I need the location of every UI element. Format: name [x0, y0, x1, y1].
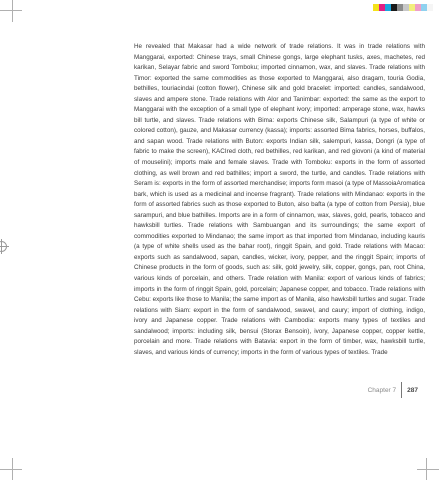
body-paragraph: He revealed that Makasar had a wide network of trade relations. It was in trade relations with Manggarai, exported: Chinese trays, small Chinese gongs, large elephant tusks, axes, machetes, red karikan, Selayar fabric and sword Tomboku; imported cinnamon, wax, and slaves. Trade relations with Timor: exported the same commodities as those exported to Manggarai, also dragam, touria Godia, bethilles, touriacindai (cotton flower), Chinese silk and gold bracelet: imported: candles, sandalwood, slaves and ampere stone. Trade relations with Alor and Tanimbar: exported: the same as the export to Manggarai with the exception of a small type of elephant ivory; imported: amperage stone, wax, hawks bill turtle, and slaves. Trade relations with Bima: exports Chinese silk, Salampuri (a type of white or colored cotton), gauze, and Makasar currency (kassa); imports: assorted Bima fabrics, horses, buffalos, and sapan wood. Trade relations with Buton: exports Indian silk, salempuri, kassa, Dongri (a type of fabric to make the screen), KACIred cloth, red bethilles, red karikan, and red giovoni (a kind of material of mouselini); imports male and female slaves. Trade with Tomboku: exports in the form of assorted clothing, as well brown and red bathilles; import a sword, the turtle, and candles. Trade relations with Seram is: exports in the form of assorted merchandise; imports form masoi (a type of MassoiaAromatica bark, which is used as a medicinal and incense fragrant). Trade relations with Mindanao: exports in the form of assorted fabrics such as those exported to Buton, also bafta (a type of cotton from Persia), blue sarampuri, and blue bathilles. Imports are in a form of cinnamon, wax, slaves, gold, pearls, tobacco and hawksbill turtles. Trade relations with Sambuangan and its surroundings; the same export of commodities exported to Mindanao; the same import as that imported from Mindanao, including kauris (a type of white shells used as the bahar root), ringgit Spain, and gold. Trade relations with Macao: exports such as sandalwood, sapan, candles, wicker, ivory, pepper, and the ringgit Spain; imports of Chinese products in the form of goods, such as: silk, gold jewelry, silk, copper, gongs, pan, root China, various kinds of porcelain, and others. Trade relation with Manila: export of various kinds of fabrics; imports in the form of ringgit Spain, gold, porcelain; Japanese copper, and tobacco. Trade relations with Cebu: exports like those to Manila; the same import as of Manila, also hawksbill turtles and sugar. Trade relations with Siam: export in the form of sandalwood, swavel, and caury; import of clothing, indigo, ivory and Japanese copper. Trade relations with Cambodia: exports many types of textiles and sandalwood; imports: including silk, bensui (Storax Bensoin), ivory, Japanese copper, copper kettle, porcelain and more. Trade relations with Batavia: export in the form of timber, wax, hawksbill turtle, slaves, and various kinds of currency; imports in the form of various types of textiles. Trade: [134, 43, 425, 356]
crop-mark-top-left-horizontal: [0, 10, 22, 11]
crop-mark-bottom-left-horizontal: [0, 469, 22, 470]
crop-mark-bottom-right-horizontal: [417, 469, 439, 470]
page-footer: [368, 385, 418, 395]
registration-mark-icon: [0, 241, 7, 252]
page-number: 287: [407, 386, 418, 394]
color-swatch: [427, 4, 433, 11]
print-color-bar: [373, 4, 433, 11]
crop-mark-top-left-vertical: [12, 0, 13, 22]
chapter-label: Chapter 7: [367, 386, 397, 394]
crop-mark-bottom-right-vertical: [426, 458, 427, 480]
crop-mark-bottom-left-vertical: [12, 458, 13, 480]
